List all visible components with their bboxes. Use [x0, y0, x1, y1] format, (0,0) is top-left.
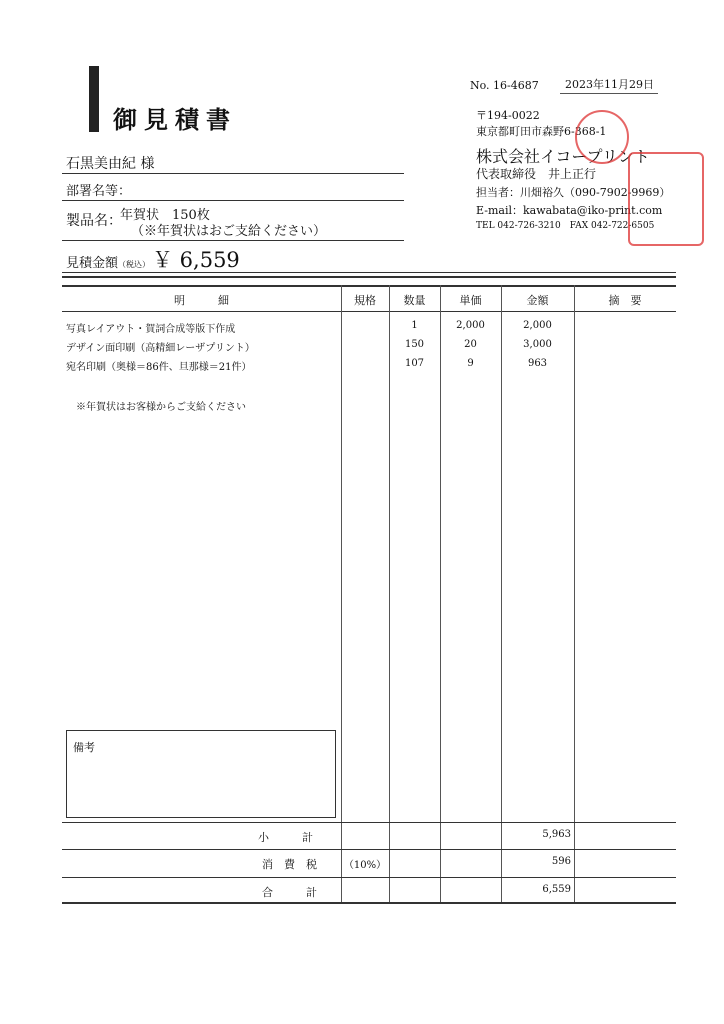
company-representative: 代表取締役 井上正行	[476, 167, 597, 181]
tax-value: 596	[551, 856, 571, 867]
amount-tax-note: （税込）	[118, 260, 151, 269]
header-unit: 単価	[459, 294, 482, 307]
department-underline	[62, 200, 404, 201]
company-tel-fax: TEL 042-726-3210 FAX 042-722-6505	[476, 221, 655, 231]
row-1-unit: 2,000	[456, 320, 485, 331]
document-number: No. 16-4687	[470, 79, 539, 92]
header-qty: 数量	[403, 294, 426, 307]
product-label: 製品名：	[66, 213, 122, 229]
row-1-qty: 1	[411, 320, 418, 331]
amount-label	[66, 252, 150, 271]
row-3-total: 963	[527, 358, 548, 369]
row-1-total: 2,000	[523, 320, 552, 331]
amount-underline-2	[62, 276, 676, 278]
amount-label-text: 見積金額	[66, 256, 119, 271]
company-email: E-mail：kawabata@iko-print.com	[476, 204, 663, 217]
company-address: 東京都町田市森野6-368-1	[476, 125, 607, 138]
grand-total-value: 6,559	[542, 884, 571, 895]
row-2-qty: 150	[404, 339, 425, 350]
tax-top-border	[62, 849, 676, 850]
customer-underline	[62, 173, 404, 174]
col-divider-unit	[440, 285, 441, 903]
col-divider-qty	[389, 285, 390, 903]
grand-total-label: 合 計	[262, 886, 317, 899]
company-round-seal	[575, 110, 629, 164]
subtotal-label: 小 計	[258, 831, 313, 844]
product-line-2: （※年賀状はおご支給ください）	[131, 224, 327, 239]
company-square-seal	[628, 152, 704, 246]
row-2-desc: デザイン面印刷（高精細レーザプリント）	[66, 343, 255, 354]
subtotal-value: 5,963	[542, 829, 571, 840]
company-name: 株式会社イコープリント	[476, 147, 650, 166]
header-total: 金額	[526, 294, 549, 307]
customer-name: 石黒美由紀 様	[66, 156, 155, 172]
date-underline	[560, 93, 658, 94]
col-divider-remarks	[574, 285, 575, 903]
remarks-box	[66, 730, 336, 818]
table-bottom-border	[62, 902, 676, 904]
header-desc: 明 細	[174, 294, 229, 307]
title-accent-bar	[89, 66, 99, 132]
table-header-border	[62, 311, 676, 312]
document-date: 2023年11月29日	[565, 78, 654, 91]
company-contact: 担当者：川畑裕久（090-7902-9969）	[476, 186, 671, 199]
col-divider-total	[501, 285, 502, 903]
row-2-total: 3,000	[523, 339, 552, 350]
table-top-border	[62, 285, 676, 287]
table-note: ※年賀状はお客様からご支給ください	[76, 402, 246, 413]
product-line-1: 年賀状 150枚	[120, 208, 210, 223]
row-1-desc: 写真レイアウト・賀詞合成等版下作成	[66, 324, 236, 335]
grand-top-border	[62, 877, 676, 878]
amount-underline-1	[62, 272, 676, 273]
header-remarks: 摘 要	[608, 294, 642, 307]
subtotal-top-border	[62, 822, 676, 823]
remarks-label: 備考	[73, 741, 95, 754]
row-3-qty: 107	[404, 358, 425, 369]
company-postal: 〒194-0022	[476, 109, 540, 122]
department-label: 部署名等：	[66, 184, 132, 199]
row-2-unit: 20	[464, 339, 477, 350]
row-3-desc: 宛名印刷（奥様＝86件、旦那様＝21件）	[66, 362, 252, 373]
header-spec: 規格	[354, 294, 376, 307]
product-underline	[62, 240, 404, 241]
document-title: 御見積書	[113, 106, 237, 134]
col-divider-spec	[341, 285, 342, 903]
row-3-unit: 9	[467, 358, 474, 369]
tax-rate: （10%）	[343, 860, 387, 871]
tax-label: 消 費 税	[262, 858, 317, 871]
amount-value: ￥ 6,559	[152, 248, 240, 272]
